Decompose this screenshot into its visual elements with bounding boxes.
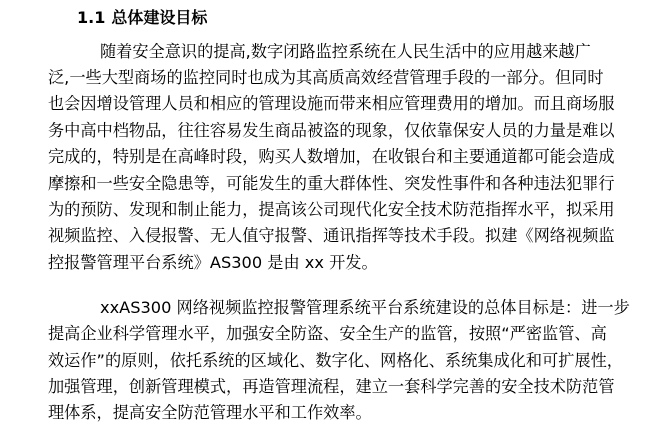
paragraph-line: 务中高中档物品，往往容易发生商品被盗的现象，仅依靠保安人员的力量是难以: [48, 121, 615, 140]
paragraph-line: 控报警管理平台系统》AS300 是由 xx 开发。: [48, 253, 378, 272]
paragraph-line: 理体系，提高安全防范管理水平和工作效率。: [48, 403, 372, 422]
paragraph-line: 为的预防、发现和制止能力，提高该公司现代化安全技术防范指挥水平，拟采用: [48, 200, 615, 219]
paragraph-line: 加强管理，创新管理模式，再造管理流程，建立一套科学完善的安全技术防范管: [48, 377, 615, 396]
paragraph-line: 视频监控、入侵报警、无人值守报警、通讯指挥等技术手段。拟建《网络视频监: [48, 226, 615, 245]
paragraph-line: 泛,一些大型商场的监控同时也成为其高质高效经营管理手段的一部分。但同时: [48, 68, 604, 87]
paragraph-line: xxAS300 网络视频监控报警管理系统平台系统建设的总体目标是：进一步: [100, 298, 630, 317]
paragraph-line: 随着安全意识的提高,数字闭路监控系统在人民生活中的应用越来越广: [100, 42, 591, 61]
section-heading: [77, 6, 207, 30]
paragraph-line: 提高企业科学管理水平，加强安全防盗、安全生产的监管，按照“严密监管、高: [48, 324, 607, 343]
section-number: 1.1: [77, 8, 106, 27]
paragraph-line: 完成的，特别是在高峰时段，购买人数增加，在收银台和主要通道都可能会造成: [48, 147, 615, 166]
paragraph-line: 摩擦和一些安全隐患等，可能发生的重大群体性、突发性事件和各种违法犯罪行: [48, 174, 615, 193]
section-title: 总体建设目标: [111, 8, 208, 27]
paragraph-line: 也会因增设管理人员和相应的管理设施而带来相应管理费用的增加。而且商场服: [48, 94, 615, 113]
paragraph-line: 效运作”的原则，依托系统的区域化、数字化、网格化、系统集成化和可扩展性，: [48, 351, 623, 370]
